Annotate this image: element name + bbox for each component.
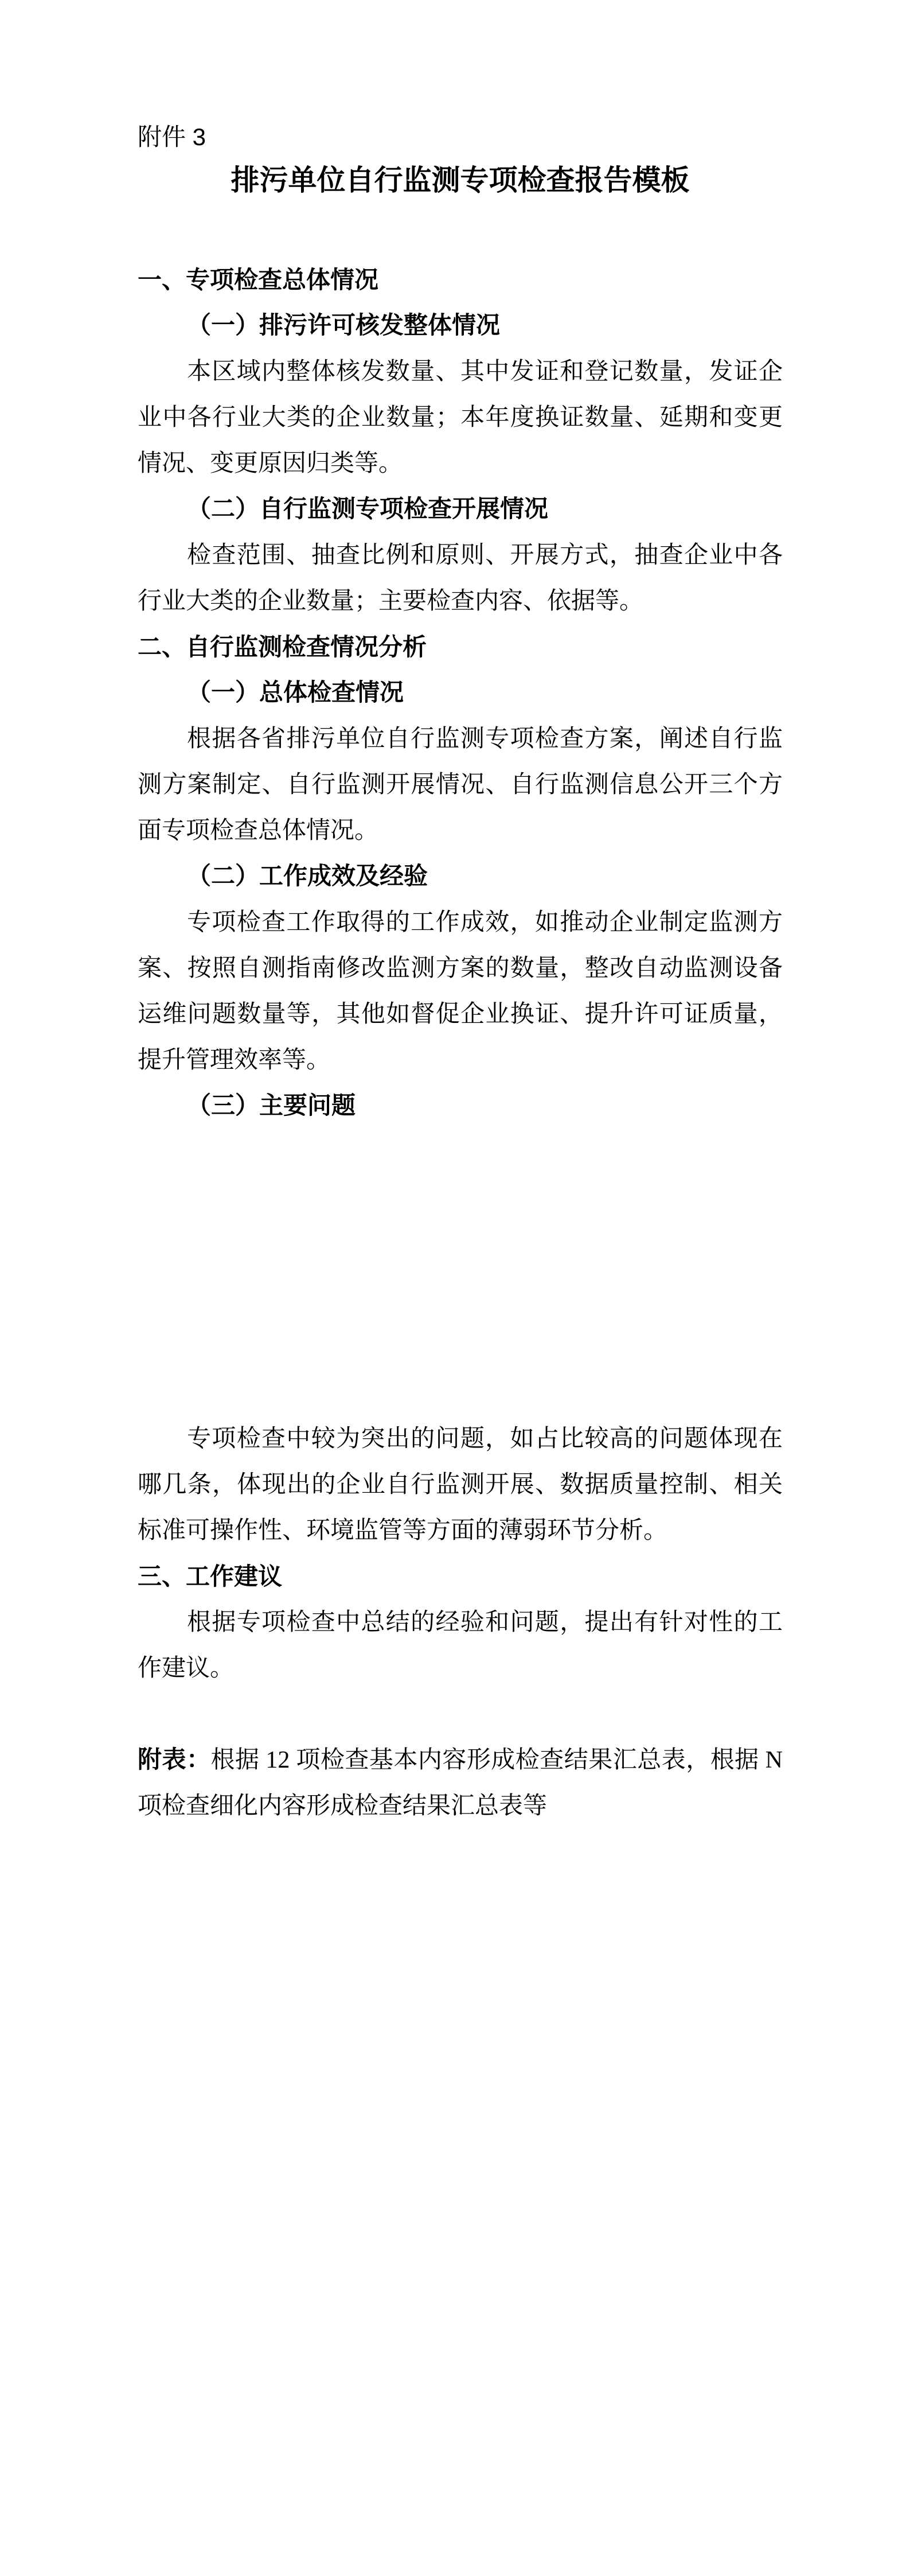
document-body — [138, 257, 783, 1829]
paragraph-line: 行业大类的企业数量；主要检查内容、依据等。 — [138, 588, 644, 614]
paragraph-line: 根据各省排污单位自行监测专项检查方案，阐述自行监 — [187, 726, 783, 752]
paragraph-line: 专项检查中较为突出的问题，如占比较高的问题体现在 — [187, 1426, 783, 1452]
paragraph-line: 专项检查工作取得的工作成效，如推动企业制定监测方 — [187, 909, 783, 936]
blank-space — [138, 1691, 783, 1737]
section-heading-1: 一、专项检查总体情况 — [138, 266, 379, 293]
section-heading-3: 三、工作建议 — [138, 1563, 283, 1590]
paragraph-line: 根据专项检查中总结的经验和问题，提出有针对性的工 — [187, 1609, 783, 1636]
subsection-heading-2-1: （一）总体检查情况 — [187, 680, 404, 706]
paragraph-line: 检查范围、抽查比例和原则、开展方式，抽查企业中各 — [187, 542, 783, 569]
paragraph-line: 业中各行业大类的企业数量；本年度换证数量、延期和变更 — [138, 404, 783, 431]
paragraph-line: 运维问题数量等，其他如督促企业换证、提升许可证质量， — [138, 1001, 783, 1028]
subsection-heading-2-2: （二）工作成效及经验 — [187, 863, 428, 890]
section-heading-2: 二、自行监测检查情况分析 — [138, 633, 427, 660]
subsection-heading-1-1: （一）排污许可核发整体情况 — [187, 313, 501, 339]
paragraph-line: 面专项检查总体情况。 — [138, 818, 379, 844]
appendix-note-line-1 — [138, 1737, 783, 1783]
paragraph-line: 本区域内整体核发数量、其中发证和登记数量，发证企 — [187, 359, 783, 385]
subsection-heading-1-2: （二）自行监测专项检查开展情况 — [187, 496, 549, 523]
appendix-text: 根据 12 项检查基本内容形成检查结果汇总表，根据 N — [210, 1747, 783, 1773]
paragraph-line: 测方案制定、自行监测开展情况、自行监测信息公开三个方 — [138, 772, 783, 798]
appendix-label: 附表： — [138, 1747, 211, 1773]
paragraph-line: 作建议。 — [138, 1655, 235, 1682]
attachment-label: 附件 3 — [138, 123, 206, 150]
paragraph-line: 提升管理效率等。 — [138, 1047, 331, 1073]
paragraph-line: 标准可操作性、环境监管等方面的薄弱环节分析。 — [138, 1517, 668, 1544]
paragraph-line: 哪几条，体现出的企业自行监测开展、数据质量控制、相关 — [138, 1472, 783, 1498]
appendix-note-line-2: 项检查细化内容形成检查结果汇总表等 — [138, 1793, 548, 1819]
paragraph-line: 情况、变更原因归类等。 — [138, 450, 403, 477]
subsection-heading-2-3: （三）主要问题 — [187, 1093, 356, 1119]
document-title: 排污单位自行监测专项检查报告模板 — [231, 164, 690, 196]
paragraph-line: 案、按照自测指南修改监测方案的数量，整改自动监测设备 — [138, 955, 783, 982]
blank-space — [138, 1129, 783, 1416]
